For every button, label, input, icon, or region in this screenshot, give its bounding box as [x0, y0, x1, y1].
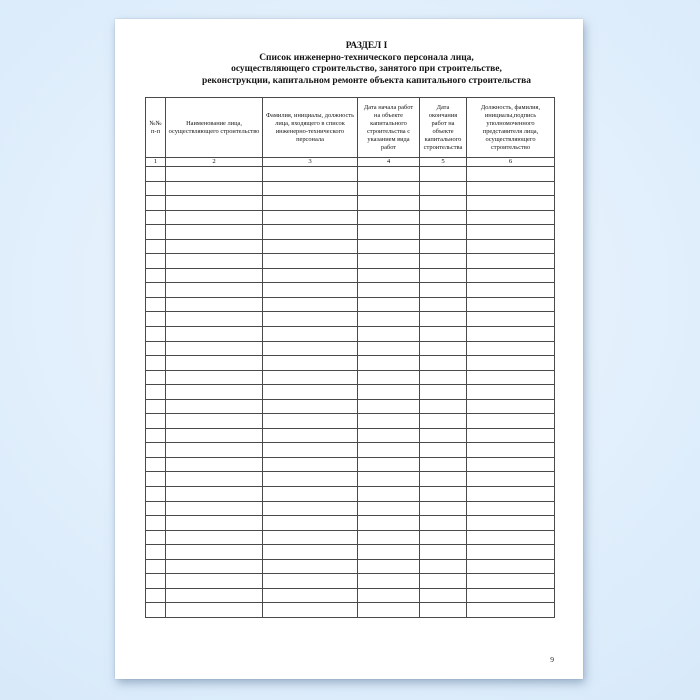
empty-cell	[146, 443, 166, 458]
table-row	[146, 443, 555, 458]
empty-cell	[146, 239, 166, 254]
table-row	[146, 370, 555, 385]
empty-cell	[263, 341, 358, 356]
table-row	[146, 254, 555, 269]
empty-cell	[146, 297, 166, 312]
empty-cell	[420, 399, 467, 414]
empty-cell	[146, 545, 166, 560]
table-row	[146, 196, 555, 211]
empty-cell	[420, 327, 467, 342]
empty-cell	[467, 487, 555, 502]
table-row	[146, 603, 555, 618]
empty-cell	[263, 370, 358, 385]
empty-cell	[467, 167, 555, 182]
empty-cell	[420, 210, 467, 225]
empty-cell	[146, 327, 166, 342]
page-number: 9	[550, 655, 554, 664]
table-row	[146, 283, 555, 298]
empty-cell	[146, 210, 166, 225]
empty-cell	[420, 254, 467, 269]
empty-cell	[358, 239, 420, 254]
empty-cell	[420, 283, 467, 298]
empty-cell	[467, 428, 555, 443]
column-header-personnel-name: Фамилия, инициалы, должность лица, входящего в список инженерно-технического персонала	[263, 98, 358, 158]
empty-cell	[146, 167, 166, 182]
empty-cell	[166, 545, 263, 560]
column-index-1: 1	[146, 158, 166, 167]
empty-cell	[166, 239, 263, 254]
empty-cell	[166, 385, 263, 400]
table-row	[146, 501, 555, 516]
empty-cell	[358, 457, 420, 472]
empty-cell	[146, 356, 166, 371]
empty-cell	[420, 312, 467, 327]
empty-cell	[166, 530, 263, 545]
empty-cell	[263, 210, 358, 225]
empty-cell	[146, 370, 166, 385]
empty-cell	[467, 457, 555, 472]
empty-cell	[467, 443, 555, 458]
empty-cell	[166, 588, 263, 603]
empty-cell	[146, 312, 166, 327]
empty-cell	[263, 574, 358, 589]
table-row	[146, 239, 555, 254]
table-row	[146, 356, 555, 371]
empty-cell	[166, 268, 263, 283]
empty-cell	[467, 327, 555, 342]
empty-cell	[467, 254, 555, 269]
empty-cell	[263, 283, 358, 298]
empty-cell	[358, 196, 420, 211]
empty-cell	[166, 167, 263, 182]
empty-cell	[263, 312, 358, 327]
empty-cell	[166, 516, 263, 531]
empty-cell	[467, 603, 555, 618]
empty-cell	[358, 443, 420, 458]
column-index-5: 5	[420, 158, 467, 167]
empty-cell	[358, 501, 420, 516]
empty-cell	[420, 487, 467, 502]
table-row	[146, 559, 555, 574]
table-row	[146, 167, 555, 182]
table-row	[146, 472, 555, 487]
empty-cell	[358, 472, 420, 487]
table-row	[146, 225, 555, 240]
empty-cell	[467, 414, 555, 429]
empty-cell	[358, 574, 420, 589]
empty-cell	[263, 399, 358, 414]
empty-cell	[467, 530, 555, 545]
empty-cell	[420, 385, 467, 400]
empty-cell	[467, 268, 555, 283]
column-index-row	[146, 158, 555, 167]
empty-cell	[358, 312, 420, 327]
empty-cell	[467, 545, 555, 560]
empty-cell	[420, 545, 467, 560]
empty-cell	[263, 487, 358, 502]
table-row	[146, 516, 555, 531]
table-row	[146, 181, 555, 196]
empty-cell	[263, 530, 358, 545]
empty-cell	[146, 487, 166, 502]
empty-cell	[467, 399, 555, 414]
empty-cell	[263, 268, 358, 283]
empty-cell	[166, 603, 263, 618]
empty-cell	[467, 385, 555, 400]
empty-cell	[467, 574, 555, 589]
empty-cell	[166, 312, 263, 327]
empty-cell	[358, 297, 420, 312]
empty-cell	[263, 603, 358, 618]
empty-cell	[358, 268, 420, 283]
empty-cell	[358, 327, 420, 342]
table-row	[146, 545, 555, 560]
empty-cell	[146, 268, 166, 283]
empty-cell	[263, 225, 358, 240]
section-title: РАЗДЕЛ I	[345, 41, 388, 51]
empty-cell	[166, 210, 263, 225]
empty-cell	[358, 399, 420, 414]
empty-cell	[467, 312, 555, 327]
empty-cell	[420, 167, 467, 182]
document-title-block	[150, 41, 583, 87]
empty-cell	[358, 225, 420, 240]
empty-cell	[166, 399, 263, 414]
empty-cell	[263, 196, 358, 211]
table-row	[146, 588, 555, 603]
empty-cell	[146, 472, 166, 487]
empty-cell	[146, 225, 166, 240]
empty-cell	[420, 414, 467, 429]
table-row	[146, 399, 555, 414]
empty-cell	[467, 196, 555, 211]
table-row	[146, 530, 555, 545]
empty-cell	[358, 603, 420, 618]
empty-cell	[358, 210, 420, 225]
empty-cell	[146, 501, 166, 516]
empty-cell	[420, 428, 467, 443]
empty-cell	[263, 254, 358, 269]
empty-cell	[146, 399, 166, 414]
column-header-end-date: Дата окончания работ на объекте капитального строительства	[420, 98, 467, 158]
table-row	[146, 428, 555, 443]
empty-cell	[358, 385, 420, 400]
empty-cell	[358, 370, 420, 385]
empty-cell	[146, 457, 166, 472]
empty-cell	[146, 414, 166, 429]
empty-cell	[420, 457, 467, 472]
empty-cell	[358, 341, 420, 356]
empty-cell	[420, 559, 467, 574]
empty-cell	[467, 225, 555, 240]
empty-cell	[166, 341, 263, 356]
table-row	[146, 297, 555, 312]
table-row	[146, 327, 555, 342]
column-header-number: №№ п-п	[146, 98, 166, 158]
empty-cell	[263, 356, 358, 371]
empty-cell	[146, 428, 166, 443]
column-header-representative-signature: Должность, фамилия, инициалы,подпись уполномоченного представителя лица, осуществляющего строительство	[467, 98, 555, 158]
empty-cell	[420, 239, 467, 254]
empty-cell	[358, 254, 420, 269]
empty-cell	[166, 181, 263, 196]
table-row	[146, 487, 555, 502]
empty-cell	[166, 574, 263, 589]
empty-cell	[420, 530, 467, 545]
document-page	[115, 19, 583, 679]
empty-cell	[263, 501, 358, 516]
empty-cell	[467, 181, 555, 196]
empty-cell	[146, 181, 166, 196]
empty-cell	[263, 545, 358, 560]
empty-cell	[166, 370, 263, 385]
table-row	[146, 210, 555, 225]
empty-cell	[467, 239, 555, 254]
empty-cell	[467, 341, 555, 356]
empty-cell	[420, 341, 467, 356]
empty-cell	[263, 385, 358, 400]
empty-cell	[166, 472, 263, 487]
table-header-row	[146, 98, 555, 158]
empty-cell	[467, 588, 555, 603]
empty-cell	[146, 530, 166, 545]
table-row	[146, 457, 555, 472]
empty-cell	[467, 516, 555, 531]
empty-cell	[420, 516, 467, 531]
empty-cell	[263, 181, 358, 196]
empty-cell	[358, 356, 420, 371]
empty-cell	[420, 268, 467, 283]
column-index-3: 3	[263, 158, 358, 167]
empty-cell	[166, 559, 263, 574]
empty-cell	[420, 443, 467, 458]
empty-cell	[420, 181, 467, 196]
personnel-table	[145, 97, 555, 618]
empty-cell	[467, 283, 555, 298]
document-subtitle-line-1: Список инженерно-технического персонала лица,	[259, 52, 474, 63]
empty-cell	[146, 603, 166, 618]
empty-cell	[358, 559, 420, 574]
empty-cell	[467, 501, 555, 516]
column-header-builder-name: Наименование лица, осуществляющего строительство	[166, 98, 263, 158]
empty-cell	[263, 327, 358, 342]
empty-cell	[420, 356, 467, 371]
table-row	[146, 385, 555, 400]
empty-cell	[358, 516, 420, 531]
empty-cell	[420, 225, 467, 240]
empty-cell	[420, 603, 467, 618]
empty-cell	[263, 167, 358, 182]
empty-cell	[263, 297, 358, 312]
empty-cell	[358, 414, 420, 429]
empty-cell	[146, 254, 166, 269]
empty-cell	[358, 167, 420, 182]
empty-cell	[420, 370, 467, 385]
empty-cell	[166, 283, 263, 298]
empty-cell	[420, 574, 467, 589]
empty-cell	[467, 210, 555, 225]
empty-cell	[166, 356, 263, 371]
document-subtitle-line-3: реконструкции, капитальном ремонте объекта капитального строительства	[202, 75, 531, 86]
empty-cell	[166, 196, 263, 211]
empty-cell	[146, 385, 166, 400]
empty-cell	[358, 428, 420, 443]
empty-cell	[263, 559, 358, 574]
empty-cell	[358, 545, 420, 560]
empty-cell	[146, 196, 166, 211]
table-row	[146, 312, 555, 327]
empty-cell	[146, 559, 166, 574]
empty-cell	[263, 414, 358, 429]
empty-cell	[146, 574, 166, 589]
empty-cell	[467, 472, 555, 487]
empty-cell	[146, 588, 166, 603]
empty-cell	[420, 501, 467, 516]
empty-cell	[166, 297, 263, 312]
empty-cell	[467, 356, 555, 371]
table-row	[146, 414, 555, 429]
empty-cell	[166, 457, 263, 472]
empty-cell	[358, 487, 420, 502]
empty-cell	[146, 341, 166, 356]
empty-cell	[263, 588, 358, 603]
empty-cell	[263, 472, 358, 487]
empty-cell	[467, 559, 555, 574]
table-row	[146, 268, 555, 283]
empty-cell	[263, 457, 358, 472]
empty-cell	[420, 297, 467, 312]
empty-cell	[467, 297, 555, 312]
column-index-4: 4	[358, 158, 420, 167]
empty-cell	[166, 414, 263, 429]
empty-cell	[263, 428, 358, 443]
empty-cell	[166, 443, 263, 458]
column-header-start-date: Дата начала работ на объекте капитального строительства с указанием вида работ	[358, 98, 420, 158]
column-index-6: 6	[467, 158, 555, 167]
empty-cell	[146, 516, 166, 531]
empty-cell	[358, 283, 420, 298]
empty-cell	[166, 428, 263, 443]
table-row	[146, 574, 555, 589]
empty-cell	[420, 472, 467, 487]
empty-cell	[166, 501, 263, 516]
empty-cell	[358, 530, 420, 545]
empty-cell	[358, 588, 420, 603]
empty-cell	[263, 443, 358, 458]
empty-cell	[166, 327, 263, 342]
empty-cell	[166, 254, 263, 269]
column-index-2: 2	[166, 158, 263, 167]
empty-cell	[420, 588, 467, 603]
empty-cell	[467, 370, 555, 385]
empty-cell	[420, 196, 467, 211]
empty-cell	[146, 283, 166, 298]
empty-cell	[166, 487, 263, 502]
table-row	[146, 341, 555, 356]
empty-cell	[263, 239, 358, 254]
empty-cell	[358, 181, 420, 196]
empty-cell	[166, 225, 263, 240]
document-subtitle-line-2: осуществляющего строительство, занятого при строительстве,	[231, 64, 502, 75]
empty-cell	[263, 516, 358, 531]
